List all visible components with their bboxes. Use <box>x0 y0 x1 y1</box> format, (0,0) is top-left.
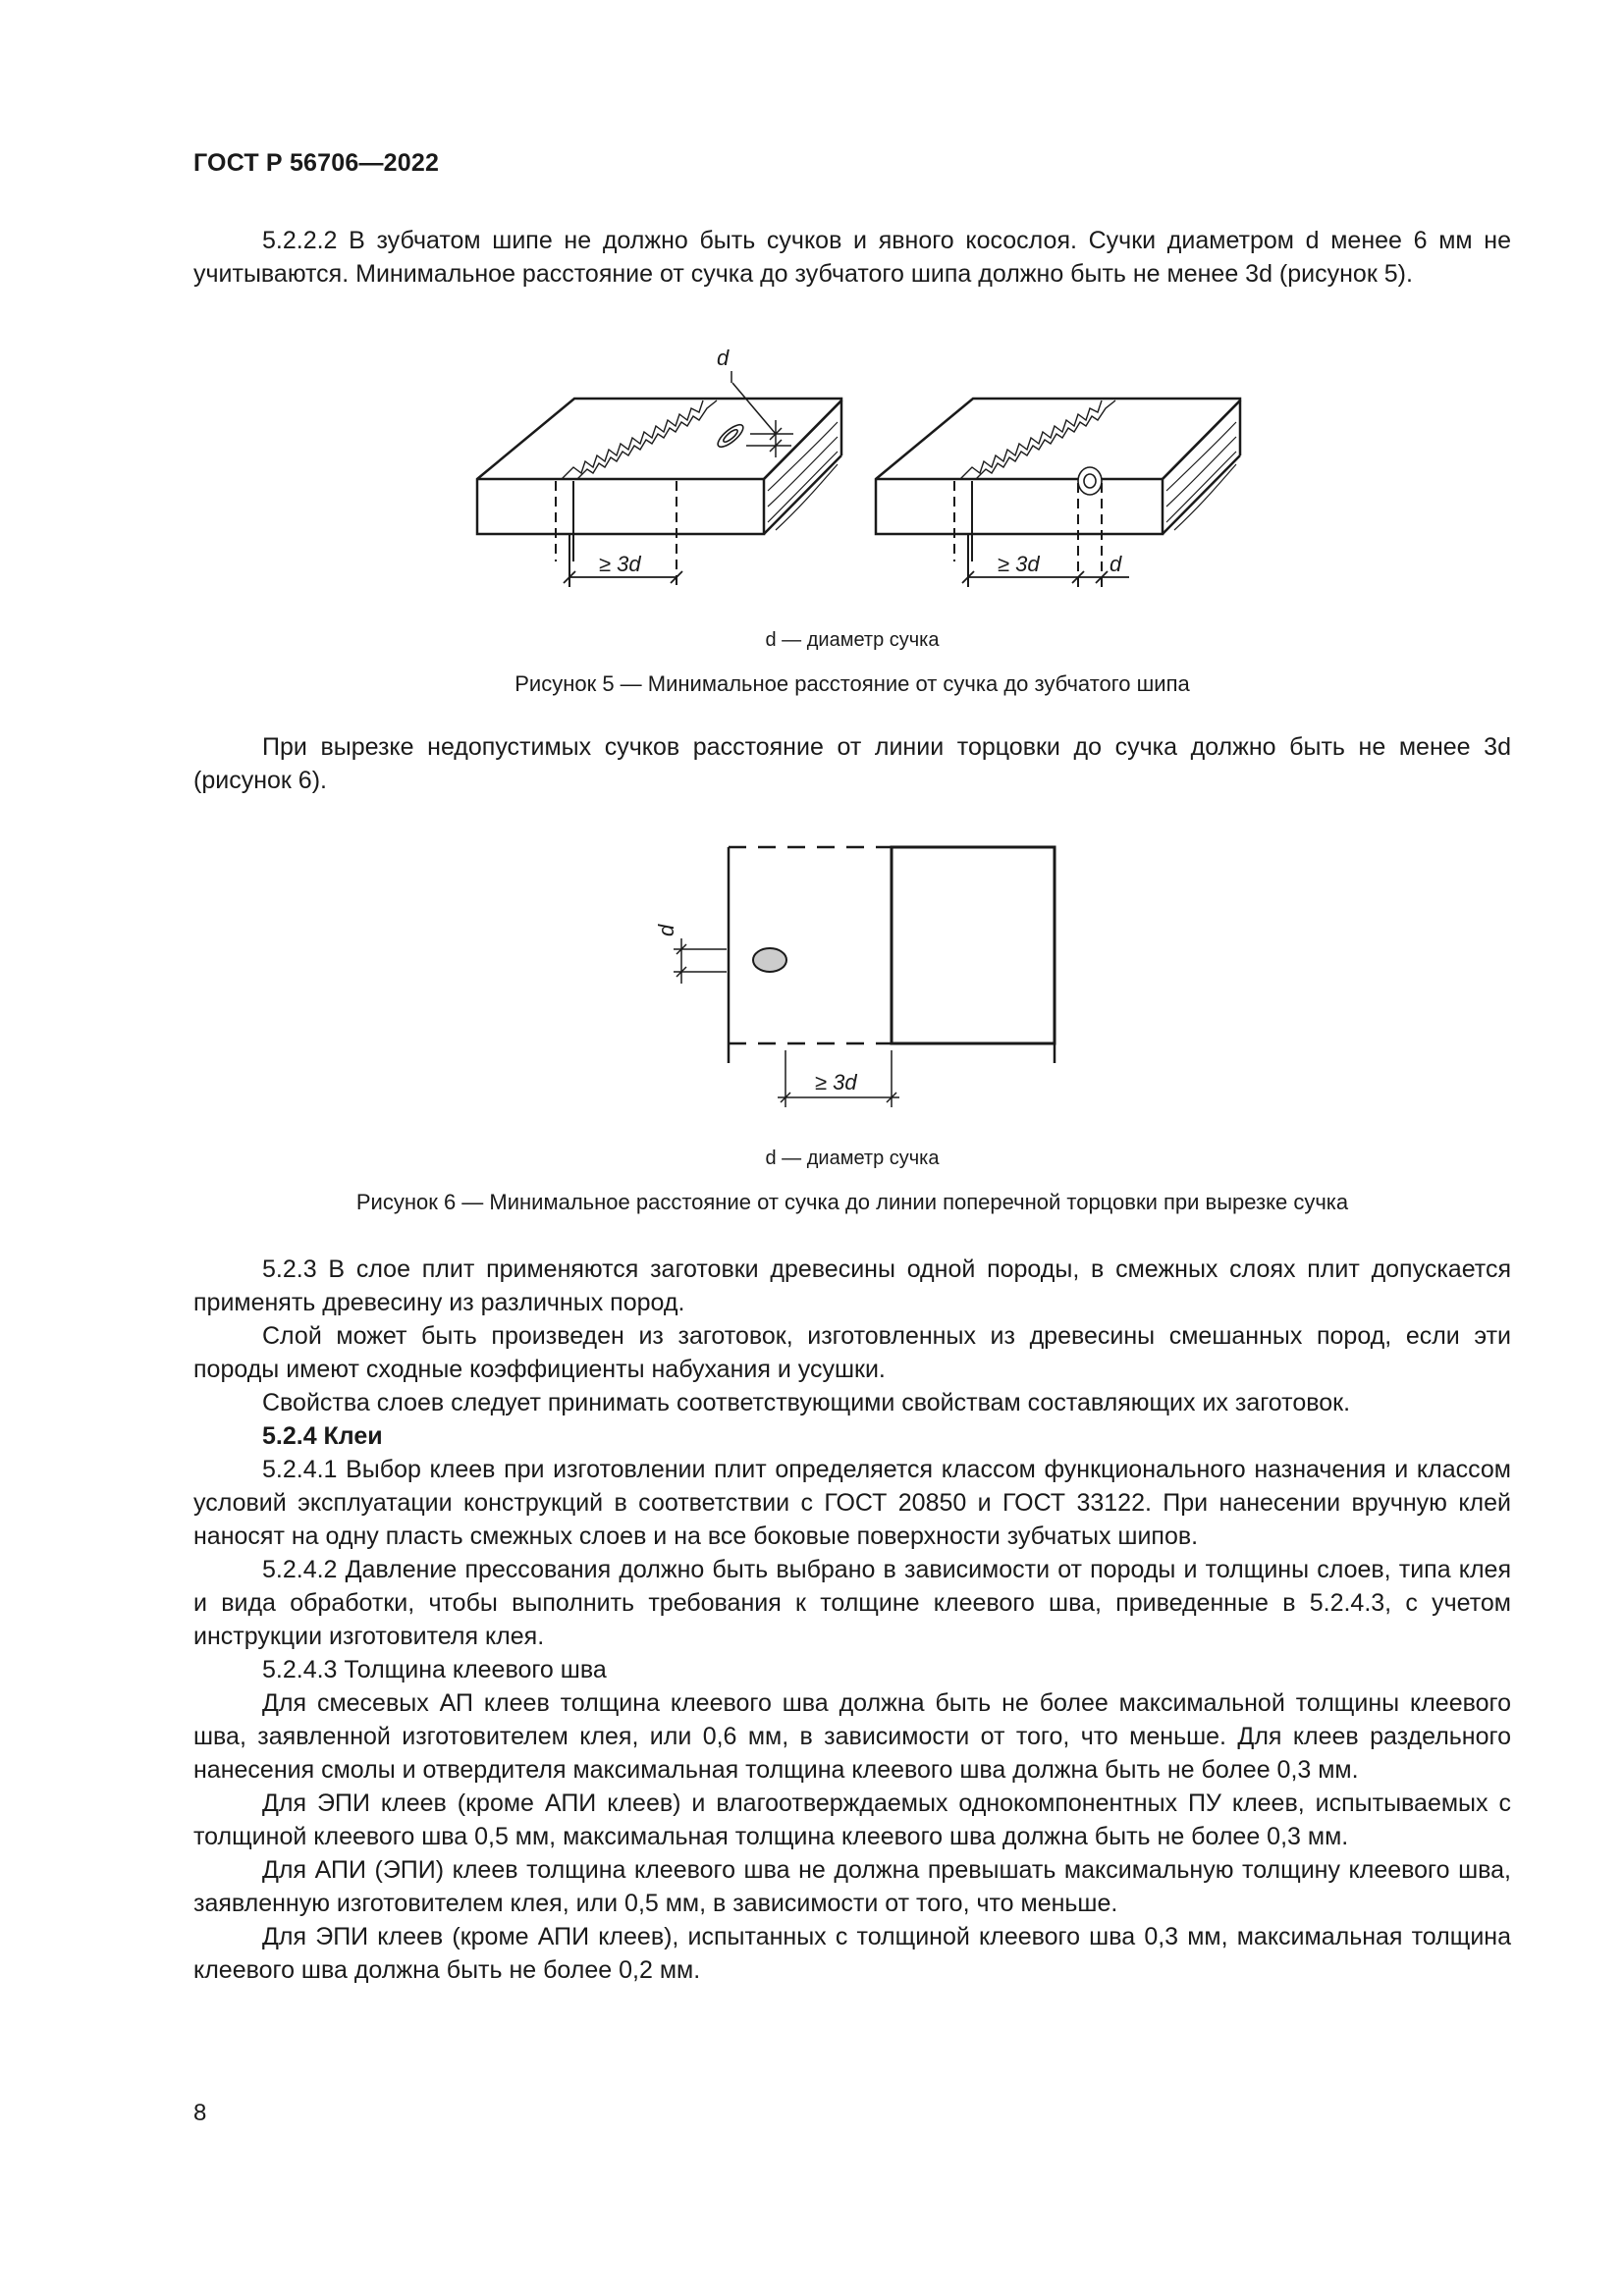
paragraph-cutting: При вырезке недопустимых сучков расстояние от линии торцовки до сучка должно быть не менее 3d (рисунок 6). <box>193 733 1511 794</box>
left-board-outline <box>477 399 841 534</box>
paragraph-cutting-block <box>193 730 1511 797</box>
paragraph-5-2-4-2: 5.2.4.2 Давление прессования должно быть выбрано в зависимости от породы и толщины слоев, типа клея и вида обработки, чтобы выполнить требования к толщине клеевого шва, приведенные в 5.2.4.3, с учетом инструкции изготовителя клея. <box>193 1556 1511 1650</box>
figure-6-legend: d — диаметр сучка <box>765 1148 940 1169</box>
dim-3d-right-label: ≥ 3d <box>998 552 1040 576</box>
figure-6-caption: Рисунок 6 — Минимальное расстояние от сучка до линии поперечной торцовки при вырезке сучка <box>355 1190 1349 1214</box>
figure-5-caption: Рисунок 5 — Минимальное расстояние от сучка до зубчатого шипа <box>514 671 1190 696</box>
paragraph-5-2-4-3: 5.2.4.3 Толщина клеевого шва <box>262 1656 607 1683</box>
symbol-d-fig5: d <box>717 346 730 370</box>
knot-ellipse <box>753 948 786 972</box>
remaining-board <box>892 847 1055 1043</box>
figure-5-legend: d — диаметр сучка <box>765 629 940 651</box>
paragraph-epi-0-3: Для ЭПИ клеев (кроме АПИ клеев), испытанных с толщиной клеевого шва 0,3 мм, максимальная толщина клеевого шва должна быть не более 0,2 мм. <box>193 1923 1511 1984</box>
dim-3d-left-label: ≥ 3d <box>599 552 641 576</box>
figure-6-drawing <box>0 823 1624 1137</box>
paragraph-5-2-3: 5.2.3 В слое плит применяются заготовки древесины одной породы, в смежных слоях плит допускается применять древесину из различных пород. <box>193 1255 1511 1316</box>
paragraph-api-epi-glues: Для АПИ (ЭПИ) клеев толщина клеевого шва не должна превышать максимальную толщину клеевого шва, заявленную изготовителем клея, или 0,5 мм, в зависимости от того, что меньше. <box>193 1856 1511 1917</box>
document-header: ГОСТ Р 56706—2022 <box>193 149 440 177</box>
dim-d-right-label: d <box>1110 552 1122 576</box>
paragraph-5-2-2-2-block <box>193 224 1511 291</box>
paragraph-ap-glues: Для смесевых АП клеев толщина клеевого шва должна быть не более максимальной толщины клеевого шва, заявленной изготовителем клея, или 0,6 мм, в зависимости от того, что меньше. Для клеев раздельного нанесения смолы и отвердителя максимальная толщина клеевого шва должна быть не более 0,3 мм. <box>193 1689 1511 1784</box>
right-board-outline <box>876 399 1240 534</box>
page-number: 8 <box>193 2100 207 2126</box>
paragraph-epi-pu-glues: Для ЭПИ клеев (кроме АПИ клеев) и влагоотверждаемых однокомпонентных ПУ клеев, испытываемых с толщиной клеевого шва 0,5 мм, максимальная толщина клеевого шва должна быть не более 0,3 мм. <box>193 1789 1511 1850</box>
paragraph-5-2-2-2: 5.2.2.2 В зубчатом шипе не должно быть сучков и явного косослоя. Сучки диаметром d менее 6 мм не учитываются. Минимальное расстояние от сучка до зубчатого шипа должно быть не менее 3d (рисунок 5). <box>193 227 1511 288</box>
heading-5-2-4: 5.2.4 Клеи <box>262 1422 383 1450</box>
symbol-d-fig6: d <box>654 924 678 936</box>
paragraph-layer-properties: Свойства слоев следует принимать соответствующими свойствам составляющих их заготовок. <box>262 1389 1351 1416</box>
paragraph-5-2-4-1: 5.2.4.1 Выбор клеев при изготовлении плит определяется классом функционального назначения и классом условий эксплуатации конструкций в соответствии с ГОСТ 20850 и ГОСТ 33122. При нанесении вручную клей наносят на одну пласть смежных слоев и на все боковые поверхности зубчатых шипов. <box>193 1456 1511 1550</box>
paragraph-mixed-species: Слой может быть произведен из заготовок, изготовленных из древесины смешанных пород, если эти породы имеют сходные коэффициенты набухания и усушки. <box>193 1322 1511 1383</box>
dim-3d-fig6-label: ≥ 3d <box>815 1070 857 1095</box>
right-knot <box>1078 467 1102 495</box>
section-5-2-3-block <box>193 1253 1511 1987</box>
